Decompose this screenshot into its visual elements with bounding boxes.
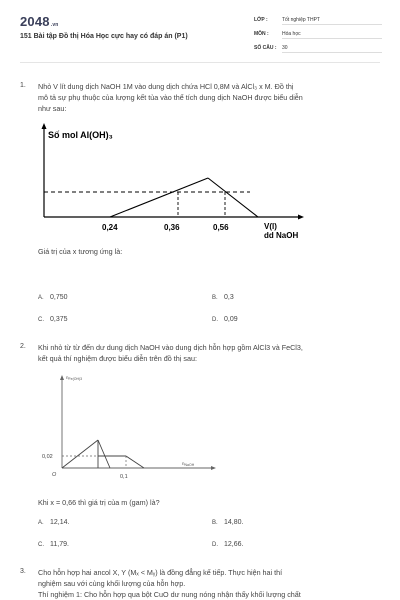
graph-1-tick-label: 0,24 xyxy=(102,223,118,232)
graph-2-rise-line xyxy=(62,440,98,468)
graph-2-ylabel-sub: Fe(OH)3 xyxy=(68,377,83,381)
graph-1-xlabel-v: V(l) xyxy=(264,222,277,231)
graph-2-fall-line-a xyxy=(98,440,110,468)
meta-class: LỚP : Tốt nghiệp THPT xyxy=(254,17,382,25)
question-1-line: Nhỏ V lít dung dịch NaOH 1M vào dung dịch chứa HCl 0,8M và AlCl₃ x M. Đồ thị xyxy=(38,82,294,91)
graph-1-fall-line xyxy=(208,178,258,217)
question-1-graph xyxy=(38,122,328,252)
graph-2-y-arrow xyxy=(60,375,64,380)
option-1b[interactable]: B. 0,3 xyxy=(212,294,234,301)
question-3-number: 3. xyxy=(20,568,26,575)
option-1c[interactable]: C. 0,375 xyxy=(38,316,68,323)
question-3-line: nghiệm sau với cùng khối lượng của hỗn hợp. xyxy=(38,579,186,588)
graph-1-xlabel xyxy=(264,222,298,240)
graph-1-x-arrow xyxy=(298,215,304,220)
question-1-number: 1. xyxy=(20,82,26,89)
question-2-graph xyxy=(36,370,236,490)
meta-subject: MÔN : Hóa học xyxy=(254,31,382,39)
graph-1-tick-label: 0,56 xyxy=(213,223,229,232)
question-1-line: như sau: xyxy=(38,104,67,113)
question-1-line: mô tả sự phụ thuộc của lượng kết tủa vào thể tích dung dịch NaOH được biểu diễn xyxy=(38,93,303,102)
option-1a[interactable]: A. 0,750 xyxy=(38,294,68,301)
question-1-text xyxy=(38,81,383,114)
question-3-line: Thí nghiệm 1: Cho hỗn hợp qua bột CuO dư nung nóng nhận thấy khối lượng chất xyxy=(38,590,301,599)
graph-1-xlabel-naoh: dd NaOH xyxy=(264,231,299,240)
site-logo[interactable]: 2048.vn xyxy=(20,14,59,29)
question-2-text xyxy=(38,342,383,364)
graph-2-tick-label: 0,1 xyxy=(120,474,128,480)
graph-2-fall-line-b xyxy=(126,456,144,468)
graph-1-svg xyxy=(38,122,328,247)
option-2c[interactable]: C. 11,79. xyxy=(38,541,69,548)
graph-1-ylabel: Số mol Al(OH)₃ xyxy=(48,130,113,140)
graph-2-ylabel: $n_{Fe(OH)3}$ xyxy=(66,375,83,381)
graph-1-y-arrow xyxy=(42,123,47,129)
question-1-prompt: Giá trị của x tương ứng là: xyxy=(38,247,123,256)
graph-2-xlabel-sub: NaOH xyxy=(184,463,195,467)
graph-2-tick-label: 0,02 xyxy=(42,454,53,460)
meta-count: SỐ CÂU : 30 xyxy=(254,45,382,53)
graph-2-x-arrow xyxy=(211,466,216,470)
graph-2-svg xyxy=(36,370,236,485)
question-2-line: Khi nhỏ từ từ đến dư dung dịch NaOH vào dung dịch hỗn hợp gồm AlCl3 và FeCl3, xyxy=(38,343,303,352)
option-2a[interactable]: A. 12,14. xyxy=(38,519,70,526)
option-2d[interactable]: D. 12,66. xyxy=(212,541,244,548)
question-2-line: kết quả thí nghiệm được biểu diễn trên đồ thị sau: xyxy=(38,354,197,363)
question-2-prompt: Khi x = 0,66 thì giá trị của m (gam) là? xyxy=(38,498,160,507)
graph-2-xlabel: $n_{NaOH}$ xyxy=(182,461,195,467)
header-divider xyxy=(20,62,380,63)
option-2b[interactable]: B. 14,80. xyxy=(212,519,244,526)
graph-2-origin: O xyxy=(52,472,57,478)
page-title: 151 Bài tập Đồ thị Hóa Học cực hay có đáp án (P1) xyxy=(20,33,188,40)
option-1d[interactable]: D. 0,09 xyxy=(212,316,238,323)
graph-1-rise-line xyxy=(110,178,208,217)
graph-1-tick-label: 0,36 xyxy=(164,223,180,232)
question-3-text xyxy=(38,567,383,600)
question-2-number: 2. xyxy=(20,343,26,350)
question-3-line: Cho hỗn hợp hai ancol X, Y (Mₓ < Mᵧ) là đồng đẳng kế tiếp. Thực hiện hai thí xyxy=(38,568,283,577)
